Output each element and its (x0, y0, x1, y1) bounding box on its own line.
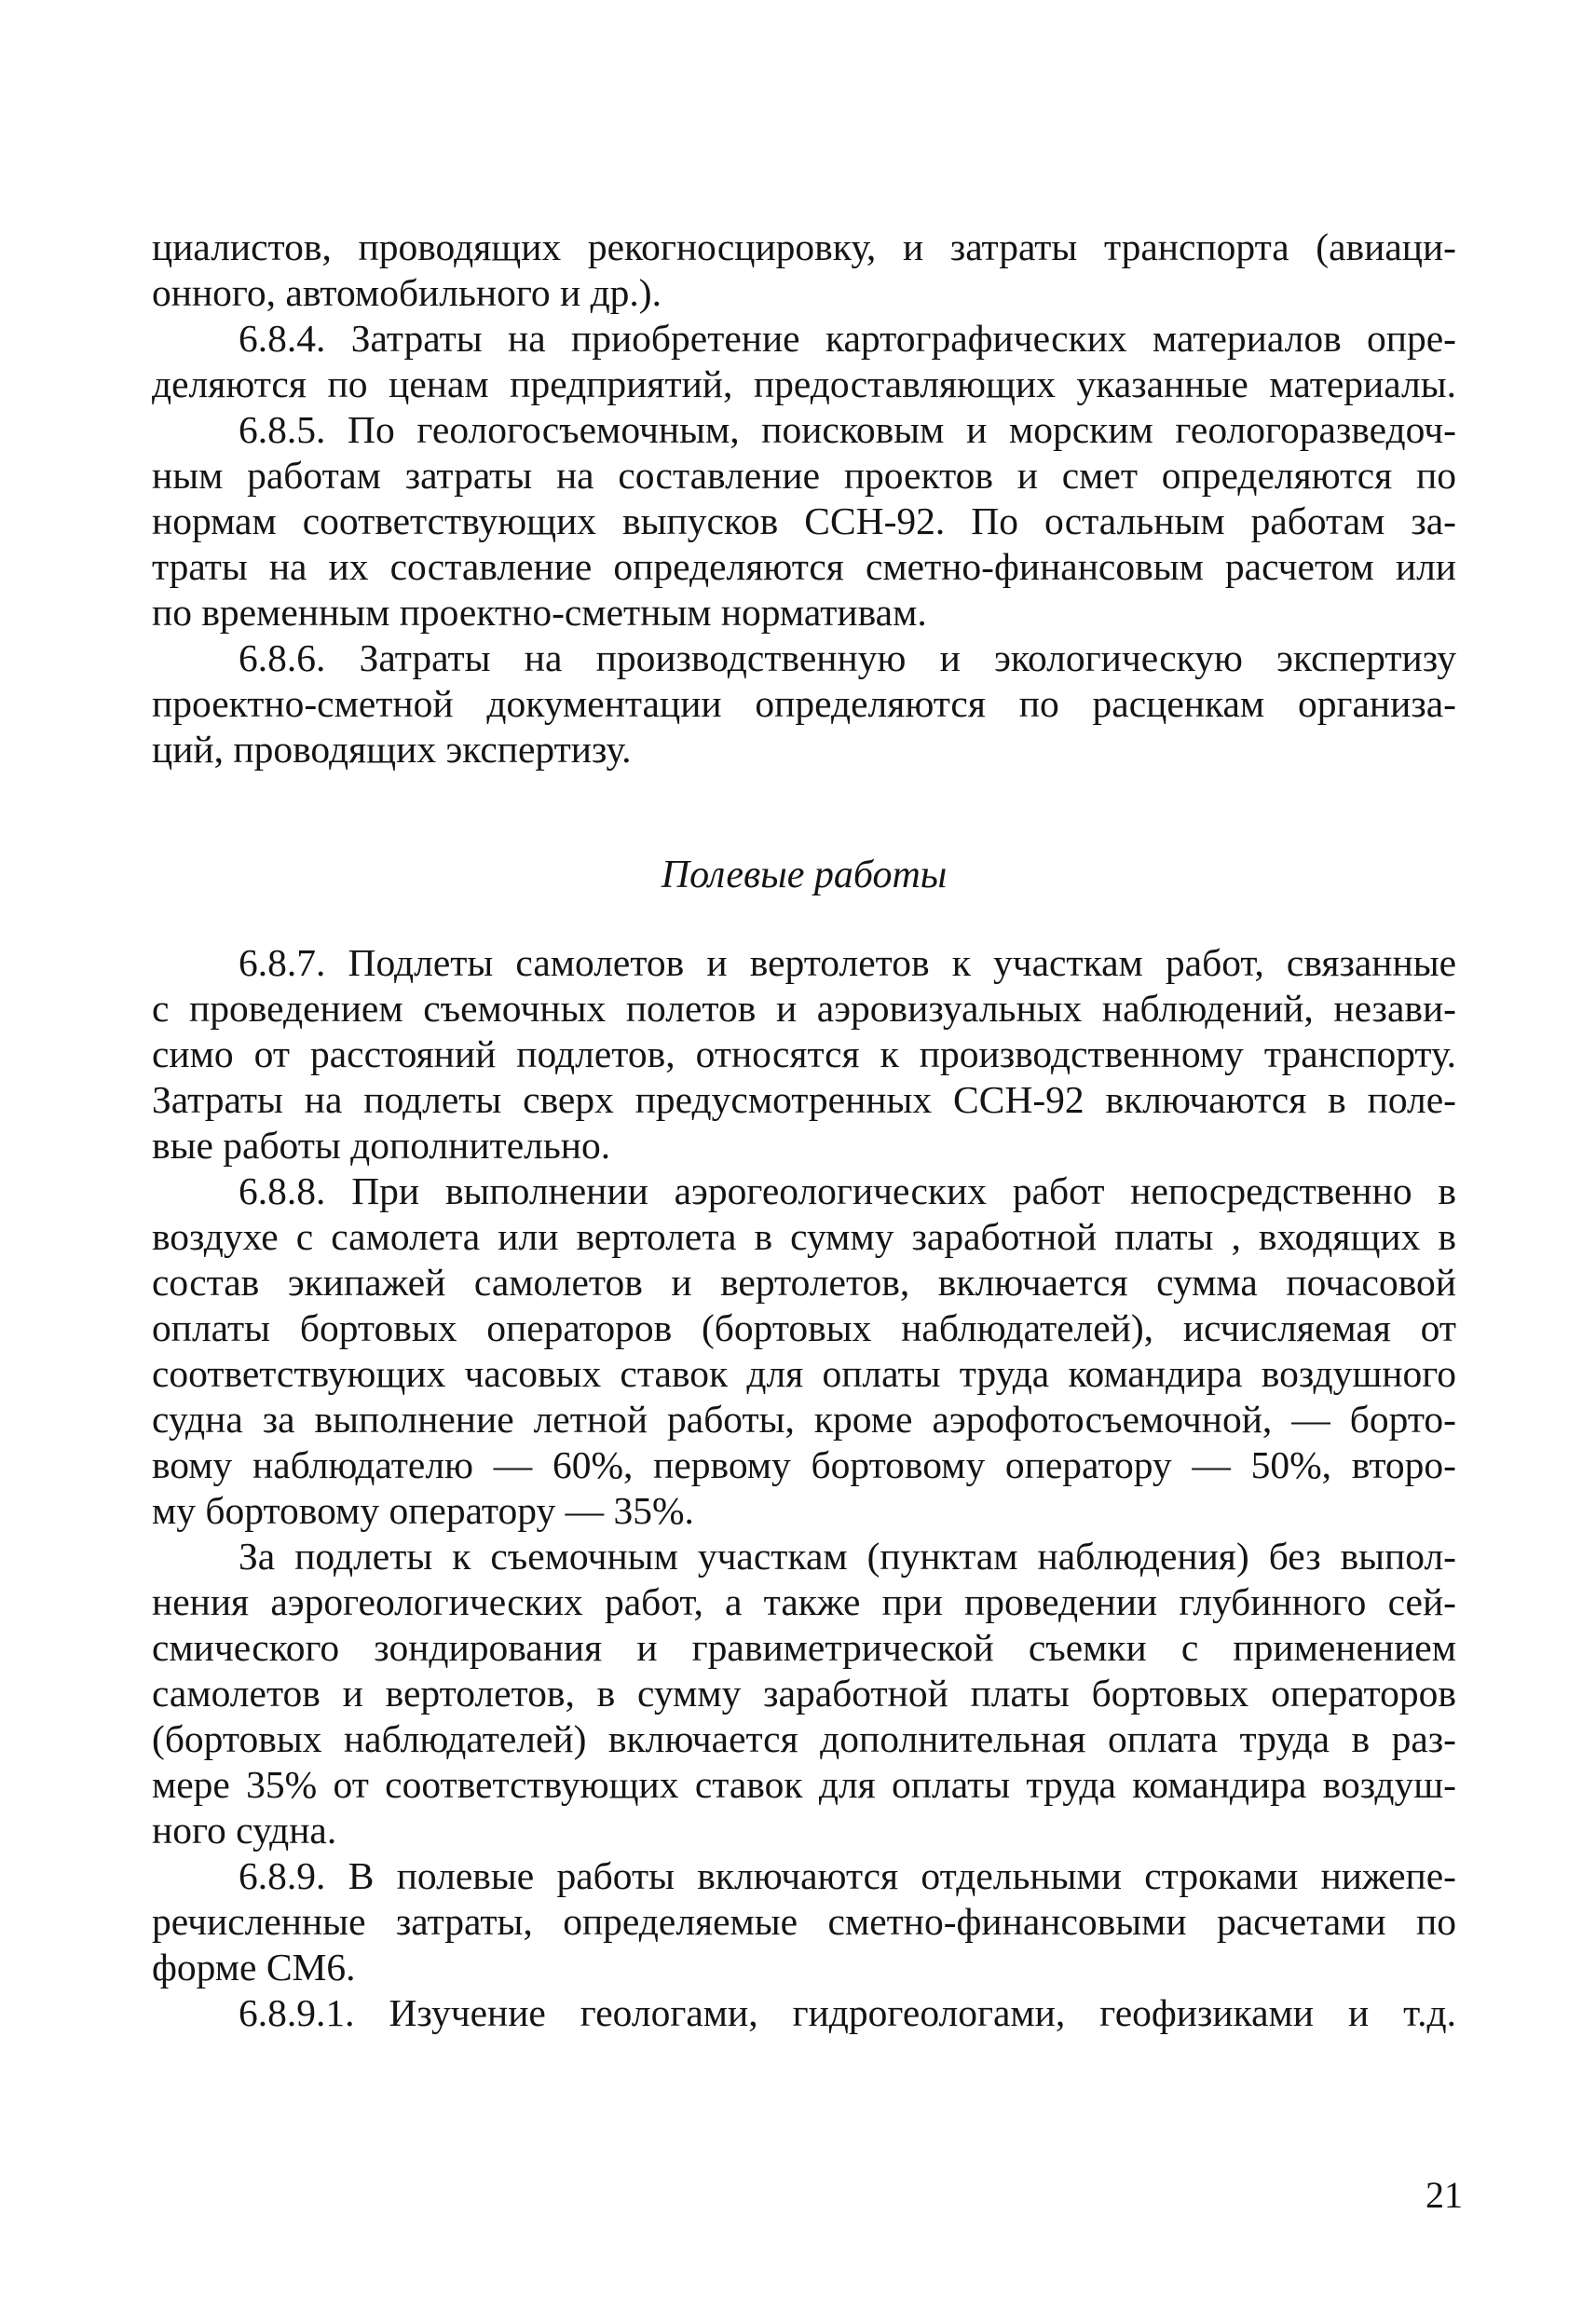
text-line: симо от расстояний подлетов, относятся к производственному транспорту. (152, 1032, 1456, 1075)
text-line: вые работы дополнительно. (152, 1124, 611, 1167)
text-line: оплаты бортовых операторов (бортовых наблюдателей), исчисляемая от (152, 1306, 1456, 1349)
paragraph-6-8-9: 6.8.9. В полевые работы включаются отдельными строками нижепе- (239, 1854, 1456, 1897)
text-line: нормам соответствующих выпусков ССН-92. По остальным работам за- (152, 499, 1456, 542)
text-line: с проведением съемочных полетов и аэровизуальных наблюдений, незави- (152, 987, 1456, 1030)
text-line: циалистов, проводящих рекогносцировку, и затраты транспорта (авиаци- (152, 226, 1456, 268)
text-line: ным работам затраты на составление проектов и смет определяются по (152, 454, 1456, 497)
text-line: форме СМ6. (152, 1946, 356, 1989)
text-line: соответствующих часовых ставок для оплаты труда командира воздушного (152, 1352, 1456, 1395)
text-line: (бортовых наблюдателей) включается дополнительная оплата труда в раз- (152, 1717, 1456, 1760)
text-line: ного судна. (152, 1809, 337, 1852)
paragraph-6-8-6: 6.8.6. Затраты на производственную и экологическую экспертизу (239, 636, 1456, 679)
text-block-top (152, 225, 1456, 772)
text-line: по временным проектно-сметным нормативам. (152, 591, 927, 634)
text-line: нения аэрогеологических работ, а также при проведении глубинного сей- (152, 1580, 1456, 1623)
paragraph-6-8-8: 6.8.8. При выполнении аэрогеологических работ непосредственно в (239, 1169, 1456, 1212)
text-line: мере 35% от соответствующих ставок для оплаты труда командира воздуш- (152, 1763, 1456, 1806)
text-line: траты на их составление определяются сметно-финансовым расчетом или (152, 545, 1456, 588)
paragraph-6-8-5: 6.8.5. По геологосъемочным, поисковым и морским геологоразведоч- (239, 408, 1456, 451)
paragraph-6-8-4: 6.8.4. Затраты на приобретение картографических материалов опре- (239, 317, 1456, 360)
page-number: 21 (1425, 2174, 1463, 2216)
text-line: вому наблюдателю — 60%, первому бортовому оператору — 50%, второ- (152, 1443, 1456, 1486)
paragraph-6-8-7: 6.8.7. Подлеты самолетов и вертолетов к участкам работ, связанные (239, 941, 1456, 984)
text-line: му бортовому оператору — 35%. (152, 1489, 694, 1532)
section-heading: Полевые работы (661, 854, 948, 896)
paragraph-6-8-9-1: 6.8.9.1. Изучение геологами, гидрогеологами, геофизиками и т.д. (239, 1991, 1456, 2034)
text-line: судна за выполнение летной работы, кроме аэрофотосъемочной, — борто- (152, 1398, 1456, 1441)
text-line: речисленные затраты, определяемые сметно-финансовыми расчетами по (152, 1900, 1456, 1943)
text-line: Затраты на подлеты сверх предусмотренных ССН-92 включаются в поле- (152, 1078, 1456, 1121)
paragraph-podlety: За подлеты к съемочным участкам (пунктам наблюдения) без выпол- (239, 1535, 1456, 1578)
text-line: самолетов и вертолетов, в сумму заработной платы бортовых операторов (152, 1672, 1456, 1715)
text-line: деляются по ценам предприятий, предоставляющих указанные материалы. (152, 362, 1456, 405)
text-line: воздухе с самолета или вертолета в сумму заработной платы , входящих в (152, 1215, 1456, 1258)
text-line: онного, автомобильного и др.). (152, 271, 662, 314)
text-line: смического зондирования и гравиметрической съемки с применением (152, 1626, 1456, 1669)
text-line: ций, проводящих экспертизу. (152, 728, 632, 771)
text-block-bottom (152, 940, 1456, 2036)
text-line: проектно-сметной документации определяются по расценкам организа- (152, 682, 1456, 725)
text-line: состав экипажей самолетов и вертолетов, включается сумма почасовой (152, 1261, 1456, 1304)
